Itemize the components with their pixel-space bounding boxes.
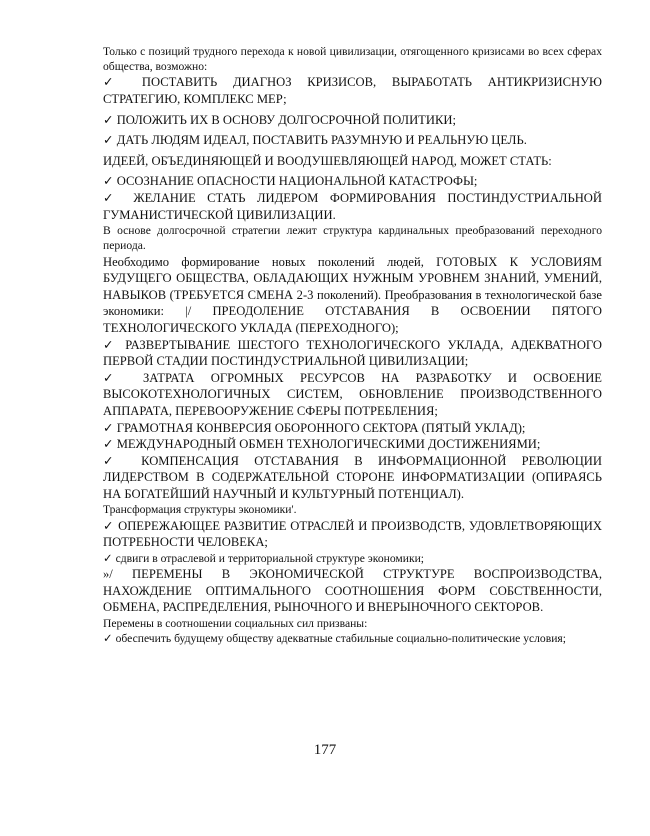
list-item-exchange: ✓ МЕЖДУНАРОДНЫЙ ОБМЕН ТЕХНОЛОГИЧЕСКИМИ ДОСТИЖЕНИЯМИ; <box>103 437 541 452</box>
list-item-resources: ✓ ЗАТРАТА ОГРОМНЫХ РЕСУРСОВ НА РАЗРАБОТКУ И ОСВОЕНИЕ ВЫСОКОТЕХНОЛОГИЧНЫХ СИСТЕМ, ОБНОВЛЕНИЕ ПРОИЗВОДСТВЕННОГО АППАРАТА, ПЕРЕВООРУЖЕНИЕ СФЕРЫ ПОТРЕБЛЕНИЯ; <box>103 370 602 418</box>
list-item-leadership: ✓ ЖЕЛАНИЕ СТАТЬ ЛИДЕРОМ ФОРМИРОВАНИЯ ПОСТИНДУСТРИАЛЬНОЙ ГУМАНИСТИЧЕСКОЙ ЦИВИЛИЗАЦИИ. <box>103 190 602 222</box>
social-forces-heading: Перемены в соотношении социальных сил призваны: <box>103 616 368 630</box>
economy-heading: Трансформация структуры экономики'. <box>103 503 297 517</box>
list-item-diagnosis: ✓ ПОСТАВИТЬ ДИАГНОЗ КРИЗИСОВ, ВЫРАБОТАТЬ АНТИКРИЗИСНУЮ СТРАТЕГИЮ, КОМПЛЕКС МЕР; <box>103 75 602 106</box>
idea-heading: ИДЕЕЙ, ОБЪЕДИНЯЮЩЕЙ И ВООДУШЕВЛЯЮЩЕЙ НАРОД, МОЖЕТ СТАТЬ: <box>103 153 552 168</box>
generations-paragraph: Необходимо формирование новых поколений людей, ГОТОВЫХ К УСЛОВИЯМ БУДУЩЕГО ОБЩЕСТВА, ОБЛАДАЮЩИХ НУЖНЫМ УРОВНЕМ ЗНАНИЙ, УМЕНИЙ, НАВЫКОВ (ТРЕБУЕТСЯ СМЕНА 2-3 поколений). Преобразования в технологической базе экономики: |/ ПРЕОДОЛЕНИЕ ОТСТАВАНИЯ В ОСВОЕНИИ ПЯТОГО ТЕХНОЛОГИЧЕСКОГО УКЛАДА (ПЕРЕХОДНОГО); <box>103 254 602 335</box>
list-item-awareness: ✓ ОСОЗНАНИЕ ОПАСНОСТИ НАЦИОНАЛЬНОЙ КАТАСТРОФЫ; <box>103 174 478 189</box>
list-item-conversion: ✓ ГРАМОТНАЯ КОНВЕРСИЯ ОБОРОННОГО СЕКТОРА (ПЯТЫЙ УКЛАД); <box>103 420 526 435</box>
list-item-shifts: ✓ сдвиги в отраслевой и территориальной структуре экономики; <box>103 551 425 565</box>
list-item-reproduction: »/ ПЕРЕМЕНЫ В ЭКОНОМИЧЕСКОЙ СТРУКТУРЕ ВОСПРОИЗВОДСТВА, НАХОЖДЕНИЕ ОПТИМАЛЬНОГО СООТНОШЕНИЯ ФОРМ СОБСТВЕННОСТИ, ОБМЕНА, РАСПРЕДЕЛЕНИЯ, РЫНОЧНОГО И ВНЕРЫНОЧНОГО СЕКТОРОВ. <box>103 567 602 615</box>
page-number: 177 <box>313 742 337 758</box>
list-item-sixth-mode: ✓ РАЗВЕРТЫВАНИЕ ШЕСТОГО ТЕХНОЛОГИЧЕСКОГО УКЛАДА, АДЕКВАТНОГО ПЕРВОЙ СТАДИИ ПОСТИНДУСТРИАЛЬНОЙ ЦИВИЛИЗАЦИИ; <box>103 337 602 369</box>
list-item-policy: ✓ ПОЛОЖИТЬ ИХ В ОСНОВУ ДОЛГОСРОЧНОЙ ПОЛИТИКИ; <box>103 112 456 127</box>
list-item-advanced-development: ✓ ОПЕРЕЖАЮЩЕЕ РАЗВИТИЕ ОТРАСЛЕЙ И ПРОИЗВОДСТВ, УДОВЛЕТВОРЯЮЩИХ ПОТРЕБНОСТИ ЧЕЛОВЕКА; <box>103 518 602 550</box>
list-item-compensation: ✓ КОМПЕНСАЦИЯ ОТСТАВАНИЯ В ИНФОРМАЦИОННОЙ РЕВОЛЮЦИИ ЛИДЕРСТВОМ В СОДЕРЖАТЕЛЬНОЙ СТОРОНЕ ИНФОРМАТИЗАЦИИ (ОПИРАЯСЬ НА БОГАТЕЙШИЙ НАУЧНЫЙ И КУЛЬТУРНЫЙ ПОТЕНЦИАЛ). <box>103 453 602 501</box>
page-text <box>103 44 602 646</box>
list-item-conditions: ✓ обеспечить будущему обществу адекватные стабильные социально-политические условия; <box>103 632 566 646</box>
intro-paragraph: Только с позиций трудного перехода к новой цивилизации, отягощенного кризисами во всех сферах общества, возможно: <box>103 45 602 74</box>
list-item-ideal: ✓ ДАТЬ ЛЮДЯМ ИДЕАЛ, ПОСТАВИТЬ РАЗУМНУЮ И РЕАЛЬНУЮ ЦЕЛЬ. <box>103 133 527 148</box>
strategy-paragraph: В основе долгосрочной стратегии лежит структура кардинальных преобразований переходного периода. <box>103 224 602 253</box>
